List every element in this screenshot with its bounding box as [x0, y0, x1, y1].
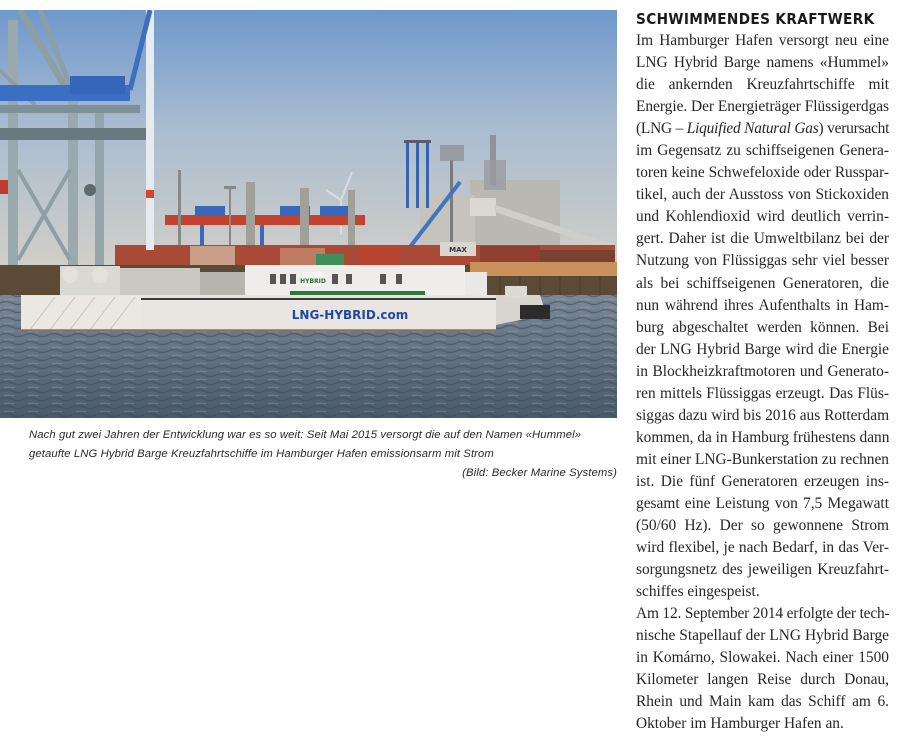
deckhouse-logo-text: HYBRID	[300, 278, 326, 285]
article-line-text: der LNG Hybrid Barge wird die Energie	[636, 340, 889, 358]
article	[636, 8, 889, 736]
article-line	[636, 691, 889, 713]
article-line-text: ) verursacht	[818, 120, 890, 138]
article-line	[636, 295, 889, 317]
harbor-photo	[0, 10, 617, 418]
article-line-text: LNG Hybrid Barge namens «Hummel»	[636, 54, 889, 72]
article-line	[636, 339, 889, 361]
article-line	[636, 405, 889, 427]
article-line-text: sorgungsnetz des jeweiligen Kreuzfahrt-	[636, 561, 889, 579]
article-line	[636, 118, 889, 140]
article-line	[636, 273, 889, 295]
article-line-text: (50/60 Hz). Der so gewonnene Strom	[636, 517, 889, 535]
article-line-text: tikel, auch der Ausstoss von Stickoxiden	[636, 186, 889, 204]
article-line-text: als bei schiffseigenen Generatoren, die	[636, 274, 889, 292]
article-line	[636, 228, 889, 250]
photo-credit: (Bild: Becker Marine Systems)	[462, 467, 617, 479]
article-line-text: in Blockheizkraftmotoren und Generato-	[636, 362, 889, 380]
article-line-text: die ankernden Kreuzfahrtschiffe mit	[636, 76, 889, 94]
hull-lettering: LNG-HYBRID.com	[291, 308, 409, 322]
caption-line-1: Nach gut zwei Jahren der Entwicklung war es so weit: Seit Mai 2015 versorgt die auf den Namen «Hummel»	[29, 429, 582, 441]
article-line	[636, 383, 889, 405]
article-line-text: siggas dazu wird bis 2016 aus Rotterdam	[636, 406, 890, 424]
article-line-text: gert. Daher ist die Umweltbilanz bei der	[636, 230, 889, 248]
article-line-text: Rhein und Main kam das Schiff am 6.	[636, 693, 889, 711]
article-line	[636, 471, 889, 493]
article-line	[636, 669, 889, 691]
article-line	[636, 52, 889, 74]
article-line	[636, 493, 889, 515]
article-line-text: Am 12. September 2014 erfolgte der tech-	[636, 605, 890, 623]
article-emphasis: Liquified Natural Gas	[686, 120, 819, 138]
lng-hybrid-barge	[21, 265, 550, 331]
article-line-text: ren mittels Flüssiggas erzeugt. Das Flüs-	[636, 384, 889, 402]
article-line-text: nun während ihres Aufenthalts in Ham-	[636, 296, 889, 314]
article-line-text: kommen, da in Hamburg frühestens dann	[636, 428, 890, 446]
article-line	[636, 449, 889, 471]
article-line	[636, 162, 889, 184]
caption-line-2: getaufte LNG Hybrid Barge Kreuzfahrtschiffe im Hamburger Hafen emissionsarm mit Strom	[29, 448, 494, 460]
article-line-text: und Kohlendioxid wird deutlich verrin-	[636, 208, 889, 226]
article-line-text: in Komárno, Slowakei. Nach einer 1500	[636, 649, 889, 667]
article-line	[636, 713, 889, 735]
article-line-text: Oktober im Hamburger Hafen an.	[636, 715, 844, 733]
article-line	[636, 603, 889, 625]
article-line	[636, 647, 889, 669]
article-line-text: im Gegensatz zu schiffseigenen Genera-	[636, 142, 889, 160]
article-line-text: toren keine Schwefeloxide oder Russpar-	[636, 164, 889, 182]
photo-caption	[29, 426, 619, 483]
max-sign-text: MAX	[449, 246, 467, 254]
article-line	[636, 250, 889, 272]
article-body	[636, 30, 889, 736]
article-line	[636, 427, 889, 449]
article-line	[636, 317, 889, 339]
article-line	[636, 96, 889, 118]
article-title: SCHWIMMENDES KRAFTWERK	[636, 10, 875, 28]
article-line-text: Kilometer langen Reise durch Donau,	[636, 671, 889, 689]
article-line-text: mit einer LNG-Bunkerstation zu rechnen	[636, 450, 890, 468]
article-line-text: ist. Die fünf Generatoren erzeugen ins-	[636, 472, 889, 490]
article-line	[636, 537, 889, 559]
article-line-text: wird flexibel, je nach Bedarf, in das Ver-	[636, 539, 889, 557]
article-line	[636, 206, 889, 228]
article-line	[636, 30, 889, 52]
article-line	[636, 140, 889, 162]
article-line	[636, 184, 889, 206]
article-line-text: Energie. Der Energieträger Flüssigerdgas	[636, 98, 889, 116]
article-line	[636, 581, 889, 603]
article-line-text: burg abgeschaltet werden können. Bei	[636, 318, 889, 336]
article-line-text: gesamt eine Leistung von 7,5 Megawatt	[636, 494, 889, 512]
article-line-text: schiffes eingespeist.	[636, 583, 760, 601]
deckhouse	[245, 265, 465, 295]
article-line-text: nische Stapellauf der LNG Hybrid Barge	[636, 627, 889, 645]
article-line	[636, 559, 889, 581]
article-line-text: (LNG –	[636, 120, 687, 138]
article-line	[636, 625, 889, 647]
article-line	[636, 361, 889, 383]
article-line-text: Im Hamburger Hafen versorgt neu eine	[636, 32, 889, 49]
article-line-text: Nutzung von Flüssiggas sehr viel besser	[636, 252, 889, 270]
harbor-photo-illustration	[0, 10, 617, 418]
article-line	[636, 74, 889, 96]
article-line	[636, 515, 889, 537]
